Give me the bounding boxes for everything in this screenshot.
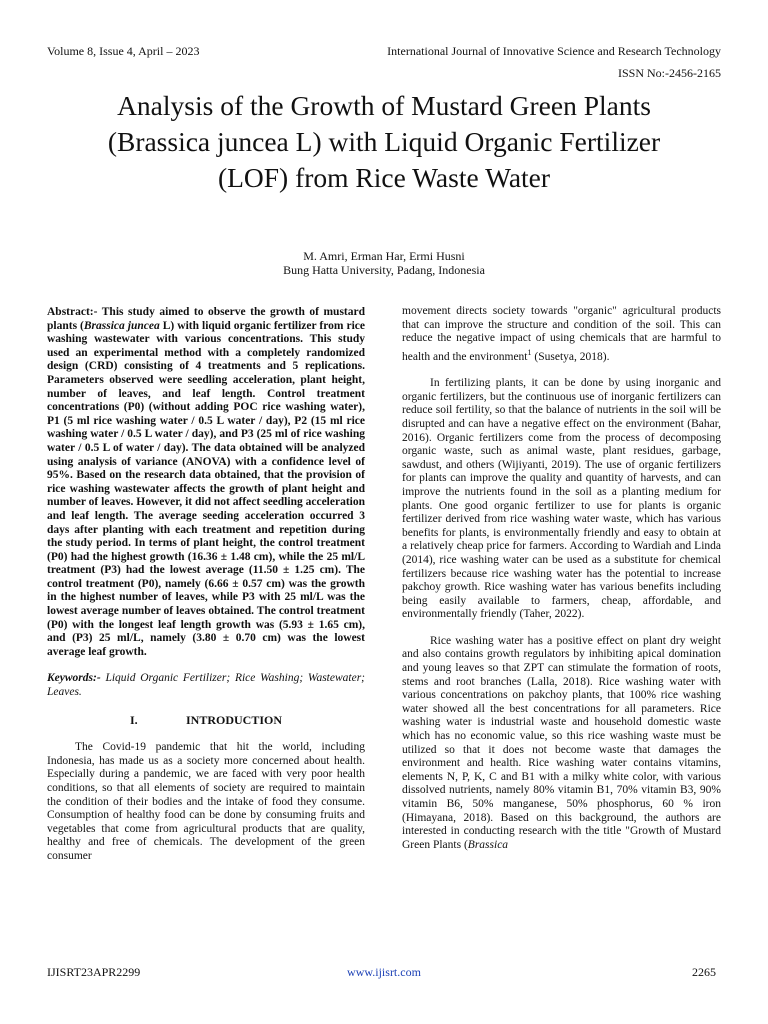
journal-link[interactable]: www.ijisrt.com (347, 965, 421, 979)
authors: M. Amri, Erman Har, Ermi Husni (303, 249, 465, 263)
volume-issue: Volume 8, Issue 4, April – 2023 (47, 44, 200, 58)
keywords: Keywords:- Liquid Organic Fertilizer; Rice Washing; Wastewater; Leaves. (47, 672, 365, 699)
paper-title: Analysis of the Growth of Mustard Green Plants (Brassica juncea L) with Liquid Organic Fertilizer (LOF) from Rice Waste Water (107, 90, 661, 193)
journal-name: International Journal of Innovative Science and Research Technology (387, 44, 721, 58)
paragraph: movement directs society towards "organic" agricultural products that can improve the structure and condition of the soil. This can reduce the negative impact of using chemicals that are harmful to health and the environment$^1$ (Susetya, 2018). (402, 305, 721, 363)
intro-paragraph: The Covid-19 pandemic that hit the world, including Indonesia, has made us as a society more concerned about health. Especially during a pandemic, we are faced with very poor health conditions, so that all elements of society are required to maintain the condition of their bodies and the intake of food they consume. Consumption of healthy food can be done by consuming fruits and vegetables that come from agricultural products that are quality, healthy and free of chemicals. The development of the green consumer (47, 741, 365, 862)
issn: ISSN No:-2456-2165 (617, 66, 721, 80)
left-column (47, 306, 365, 864)
article-code: IJISRT23APR2299 (47, 965, 141, 979)
paragraph: In fertilizing plants, it can be done by using inorganic and organic fertilizers, but the continuous use of inorganic fertilizers can reduce soil fertility, so that the balance of nutrients in the soil will be disrupted and can have a negative effect on the environment (Bahar, 2016). Organic fertilizers come from the process of decomposing organic waste, such as animal waste, plant residues, garbage, sawdust, and others (Wijiyanti, 2019). The use of organic fertilizers for plants can improve the quality and quantity of harvests, and can improve the nutrients found in the soil as a planting medium for plants. One good organic fertilizer to use for plants is organic fertilizer derived from rice washing water waste, which has various benefits for plants, is environmentally friendly and easy to obtain at a relatively cheap price for farmers. According to Wardiah and Linda (2014), rice washing water can be used as a substitute for chemical fertilizers because rice washing water has the potential to increase pakchoy growth. Rice washing water has various benefits including being easily available to farmers, cheap, affordable, and environmentally friendly (Taher, 2022). (402, 377, 721, 621)
abstract: Abstract:- This study aimed to observe the growth of mustard plants (Brassica juncea L) with liquid organic fertilizer from rice washing wastewater with various concentrations. This study used an experimental method with a completely randomized design (CRD) consisting of 4 treatments and 5 replications. Parameters observed were seedling acceleration, plant height, number of leaves, and leaf length. Control treatment concentrations (P0) (without adding POC rice washing water), P1 (5 ml rice washing water / 0.5 L water / day), P2 (15 ml rice washing water / 0.5 L water / day), and P3 (25 ml of rice washing water / 0.5 L of water / day). The data obtained will be analyzed using analysis of variance (ANOVA) with a confidence level of 95%. Based on the research data obtained, that the provision of rice washing wastewater affects the growth of plant height and number of leaves. However, it did not affect seedling acceleration and leaf length. The average seeding acceleration occurred 3 days after planting with each treatment and repetition during the study period. In terms of plant height, the control treatment (P0) had the highest growth (16.36 ± 1.48 cm), while the 25 ml/L treatment (P3) had the lowest average (11.50 ± 1.25 cm). The control treatment (P0), namely (6.66 ± 0.57 cm) was the growth in the highest number of leaves, while P3 with 25 ml/L was the lowest average number of leaves obtained. The control treatment (P0) with the longest leaf length growth was (5.93 ± 1.65 cm), and (P3) 25 ml/L, namely (3.80 ± 0.70 cm) was the lowest average leaf growth. (47, 306, 366, 658)
author-block (0, 249, 768, 277)
paragraph: Rice washing water has a positive effect on plant dry weight and also contains growth regulators by inhibiting apical domination and young leaves so that ZPT can stimulate the formation of roots, stems and root branches (Lalla, 2018). Rice washing water with various concentrations on pakchoy plants, that 100% rice washing water showed all the best concentrations for all parameters. Rice washing water is industrial waste and household domestic waste which has no economic value, so this rice washing waste must be utilized so that it does not become waste that damages the environment and health. Rice washing water contains vitamins, elements N, P, K, C and B1 with a milky white color, with various dissolved nutrients, namely 80% vitamin B1, 70% vitamin B3, 90% vitamin B6, 50% manganese, 50% phosphorus, 60 % iron (Himayana, 2018). Based on this background, the authors are interested in conducting research with the title "Growth of Mustard Green Plants (Brassica (402, 634, 721, 851)
species-name: Brassica juncea (83, 319, 160, 332)
affiliation: Bung Hatta University, Padang, Indonesia (283, 263, 485, 277)
right-column (402, 305, 721, 852)
page-number: 2265 (692, 965, 716, 979)
section-heading: I. INTRODUCTION (129, 712, 282, 727)
